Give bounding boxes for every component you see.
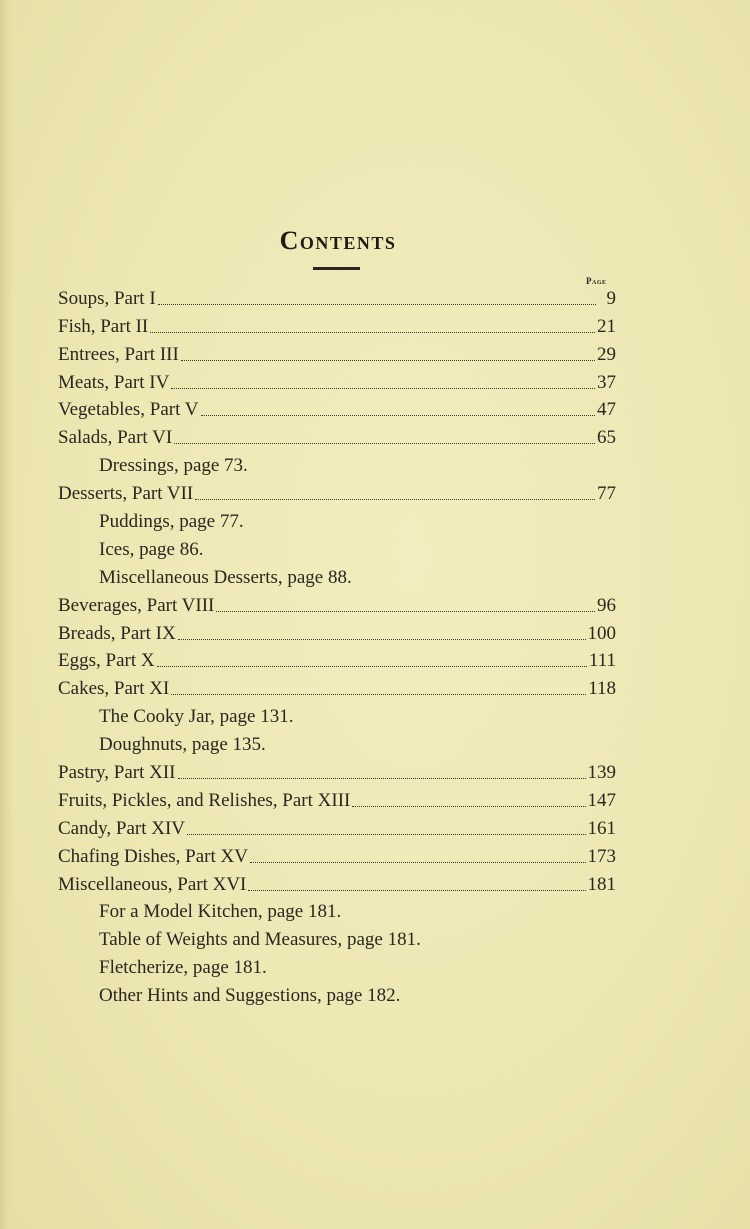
toc-subentry: [58, 700, 616, 728]
toc-entry-label: Fish, Part II: [58, 315, 149, 337]
toc-page-number: 21: [597, 315, 616, 337]
dot-leader: [158, 303, 596, 305]
toc-entry-label: Miscellaneous, Part XVI: [58, 873, 247, 895]
toc-page-number: 118: [588, 678, 616, 700]
toc-page-number: 100: [587, 622, 616, 644]
toc-entry-label: Dressings, page 73.: [99, 455, 248, 477]
toc-entry: [58, 840, 616, 868]
toc-entry: [58, 310, 616, 338]
dot-leader: [216, 610, 595, 612]
toc-entry-label: For a Model Kitchen, page 181.: [99, 901, 342, 923]
toc-page-number: 173: [587, 845, 616, 867]
dot-leader: [150, 331, 595, 333]
toc-subentry: [58, 728, 616, 756]
toc-entry: [58, 421, 616, 449]
toc-entry: [58, 338, 616, 366]
toc-entry-label: Doughnuts, page 135.: [99, 734, 266, 756]
dot-leader: [250, 861, 586, 863]
toc-entry-label: Cakes, Part XI: [58, 678, 170, 700]
toc-entry: [58, 282, 616, 310]
toc-entry-label: The Cooky Jar, page 131.: [99, 706, 294, 728]
toc-entry-label: Candy, Part XIV: [58, 817, 185, 839]
toc-entry: [58, 756, 616, 784]
toc-entry: [58, 868, 616, 896]
toc-subentry: [58, 533, 616, 561]
toc-page-number: 181: [587, 873, 616, 895]
toc-entry: [58, 394, 616, 422]
dot-leader: [181, 359, 595, 361]
toc-entry-label: Meats, Part IV: [58, 371, 170, 393]
toc-page-number: 77: [597, 483, 616, 505]
toc-entry-label: Entrees, Part III: [58, 343, 179, 365]
toc-subentry: [58, 561, 616, 589]
table-of-contents: [58, 282, 616, 1007]
toc-entry-label: Other Hints and Suggestions, page 182.: [99, 985, 401, 1007]
toc-subentry: [58, 449, 616, 477]
toc-subentry: [58, 951, 616, 979]
toc-page-number: 96: [597, 594, 616, 616]
toc-page-number: 147: [587, 789, 616, 811]
dot-leader: [178, 638, 586, 640]
toc-entry: [58, 812, 616, 840]
toc-entry-label: Desserts, Part VII: [58, 483, 194, 505]
toc-entry-label: Soups, Part I: [58, 287, 156, 309]
toc-subentry: [58, 923, 616, 951]
toc-page-number: 47: [597, 399, 616, 421]
dot-leader: [171, 387, 595, 389]
dot-leader: [157, 665, 587, 667]
toc-entry: [58, 672, 616, 700]
toc-entry: [58, 366, 616, 394]
toc-page-number: 9: [606, 287, 616, 309]
toc-page-number: 29: [597, 343, 616, 365]
page-column-label: Page: [586, 276, 607, 286]
toc-entry-label: Beverages, Part VIII: [58, 594, 215, 616]
toc-entry-label: Miscellaneous Desserts, page 88.: [99, 566, 352, 588]
toc-entry-label: Eggs, Part X: [58, 650, 155, 672]
page-spine-shadow: [0, 0, 14, 1229]
toc-entry: [58, 589, 616, 617]
toc-page-number: 37: [597, 371, 616, 393]
dot-leader: [201, 414, 595, 416]
page-title: Contents: [279, 226, 397, 255]
toc-page-number: 161: [587, 817, 616, 839]
toc-entry-label: Ices, page 86.: [99, 538, 204, 560]
toc-subentry: [58, 505, 616, 533]
toc-entry-label: Fletcherize, page 181.: [99, 957, 267, 979]
toc-page-number: 111: [588, 650, 616, 672]
dot-leader: [248, 889, 585, 891]
toc-entry: [58, 784, 616, 812]
toc-subentry: [58, 979, 616, 1007]
toc-page-number: 65: [597, 427, 616, 449]
toc-entry-label: Salads, Part VI: [58, 427, 173, 449]
toc-entry-label: Fruits, Pickles, and Relishes, Part XIII: [58, 789, 351, 811]
dot-leader: [178, 777, 586, 779]
dot-leader: [174, 442, 595, 444]
toc-entry-label: Breads, Part IX: [58, 622, 176, 644]
toc-entry-label: Puddings, page 77.: [99, 511, 244, 533]
toc-subentry: [58, 896, 616, 924]
toc-entry-label: Pastry, Part XII: [58, 762, 176, 784]
dot-leader: [195, 498, 595, 500]
toc-page-number: 139: [587, 762, 616, 784]
toc-entry: [58, 477, 616, 505]
toc-entry-label: Chafing Dishes, Part XV: [58, 845, 248, 867]
toc-entry-label: Vegetables, Part V: [58, 399, 199, 421]
dot-leader: [187, 833, 586, 835]
toc-entry: [58, 645, 616, 673]
dot-leader: [352, 805, 585, 807]
dot-leader: [171, 693, 586, 695]
toc-entry: [58, 617, 616, 645]
title-rule: [313, 267, 360, 270]
toc-entry-label: Table of Weights and Measures, page 181.: [99, 929, 421, 951]
